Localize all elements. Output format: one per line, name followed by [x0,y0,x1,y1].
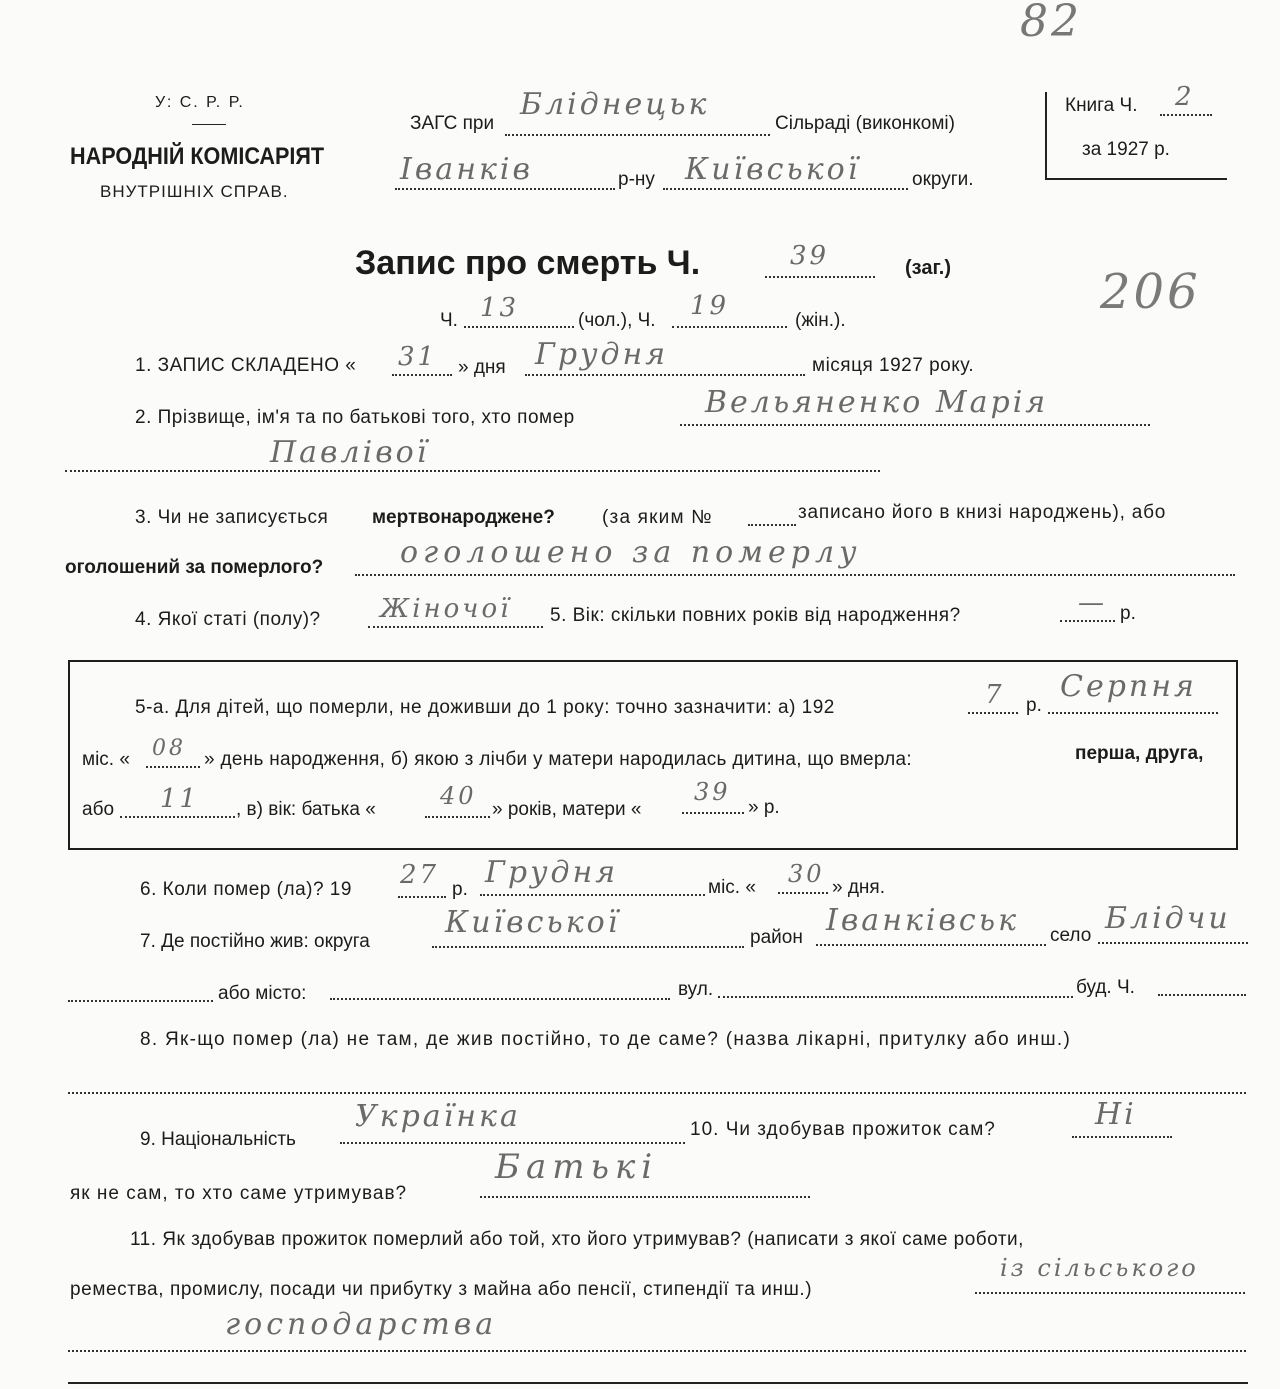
republic-label: У: С. Р. Р. [155,94,245,111]
okruha-label: округи. [912,169,974,190]
item6-mid2: міс. « [708,877,756,898]
item11-answer-hw: із сільського [1000,1254,1199,1282]
item11-line1: 11. Як здобував прожиток померлий або той, хто його утримував? (написати з якої саме роботи, [130,1229,1024,1250]
item7-rayon-hw: Іванківськ [826,903,1019,938]
item4-sex-hw: Жіночої [380,594,512,624]
item7-selo-hw: Блідчи [1105,901,1231,936]
item5a-line3-prefix: або [82,799,115,820]
item10-label: 10. Чи здобував прожиток сам? [690,1119,996,1140]
sheet-number: 206 [1100,264,1201,320]
item7-rayon-label: район [750,927,803,948]
item3-declared: оголошений за померлого? [65,557,324,578]
item1-mid: » дня [458,357,506,378]
archive-number: 82 [1020,0,1082,47]
item6-year-hw: 27 [400,860,440,890]
item5a-order-hw: 11 [160,784,200,814]
record-number-suffix: (заг.) [905,257,952,279]
item4-label: 4. Якої статі (полу)? [135,609,321,630]
item5a-line1: 5-а. Для дітей, що померли, не доживши до 1 року: точно зазначити: а) 192 [135,697,835,718]
item3-stillborn: мертвонароджене? [372,507,555,528]
item5a-day-hw: 08 [152,736,186,761]
item3-answer-hw: оголошено за померлу [400,535,862,570]
record-number-hw: 39 [790,241,830,271]
record-title: Запис про смерть Ч. [355,244,701,282]
item3-prefix: 3. Чи не записується [135,507,329,528]
book-year: за 1927 р. [1082,139,1170,160]
item11-line2: ремества, промислу, посади чи прибутку з майна або пенсії, стипендії та инш.) [70,1279,813,1300]
item3-mid: (за яким № [602,507,713,528]
item3-suffix: записано його в книзі народжень), або [798,502,1167,523]
item7-street-label: вул. [678,979,714,1000]
okruha-hw: Київської [685,152,861,187]
item6-prefix: 6. Коли помер (ла)? 19 [140,879,352,900]
item10-support-hw: Батькі [495,1147,659,1187]
bottom-rule [68,1382,1248,1384]
book-number-hw: 2 [1175,82,1195,112]
item5-age-hw: — [1078,588,1107,618]
item5a-line2-mid: » день народження, б) якою з лічби у матери народилась дитина, що вмерла: [204,749,912,770]
zags-suffix: Сільраді (виконкомі) [775,113,955,134]
zags-prefix: ЗАГС при [410,113,495,134]
zags-village-hw: Бліднецьк [520,87,710,122]
item1-prefix: 1. ЗАПИС СКЛАДЕНО « [135,355,357,376]
commissariat-subtitle: ВНУТРІШНІХ СПРАВ. [100,182,289,201]
item6-month-hw: Грудня [485,855,619,890]
item2-name2-hw: Павлівої [270,435,430,470]
item2-name-hw: Вельяненко Марія [705,385,1049,420]
item5a-year-suffix: р. [1026,695,1042,716]
female-label: (жін.). [795,310,846,331]
item5a-line2-prefix: міс. « [82,749,130,770]
item5a-line2-bold: перша, друга, [1075,743,1204,764]
item5-age-suffix: р. [1120,603,1136,624]
item5a-mother-age-hw: 39 [694,778,731,806]
item7-selo-label: село [1050,925,1092,946]
item1-day-hw: 31 [398,342,438,372]
item10-answer-hw: Ні [1095,1097,1137,1132]
item5a-father-age-hw: 40 [440,782,477,810]
item9-label: 9. Національність [140,1129,296,1150]
item7-prefix: 7. Де постійно жив: округа [140,931,370,952]
commissariat-title: НАРОДНІЙ КОМІСАРІЯТ [70,143,325,170]
female-number-hw: 19 [690,291,730,321]
item7-okruha-hw: Київської [445,905,621,940]
item8-label: 8. Як-що помер (ла) не там, де жив постійно, то де саме? (назва лікарні, притулку або инш.) [140,1029,1072,1050]
header-rule [192,124,226,125]
male-label: (чол.), Ч. [578,310,656,331]
item7-city-label: або місто: [218,983,307,1004]
item6-mid: р. [452,879,468,900]
item6-suffix: » дня. [832,877,885,898]
item10-support-label: як не сам, то хто саме утримував? [70,1183,408,1204]
item1-month-hw: Грудня [535,337,669,372]
ch-label: Ч. [440,310,458,331]
item5a-line3-suffix: » р. [748,797,780,818]
book-label: Книга Ч. [1065,95,1138,116]
item11-answer2-hw: господарства [225,1307,498,1342]
item5a-line3-mid2: » років, матери « [492,799,642,820]
rayon-hw: Іванків [400,152,533,187]
item6-day-hw: 30 [788,860,825,888]
male-number-hw: 13 [480,293,520,323]
item2-label: 2. Прізвище, ім'я та по батькові того, хто помер [135,407,575,428]
item9-nationality-hw: Українка [355,1099,521,1134]
rayon-label: р-ну [618,169,655,190]
item5a-line3-mid: , в) вік: батька « [236,799,376,820]
item7-house-label: буд. Ч. [1076,977,1135,998]
item5a-month-hw: Серпня [1060,669,1197,704]
item1-suffix: місяця 1927 року. [812,355,975,376]
item5-age-label: 5. Вік: скільки повних років від народження? [550,605,961,626]
item5a-year-hw: 7 [985,680,1005,710]
